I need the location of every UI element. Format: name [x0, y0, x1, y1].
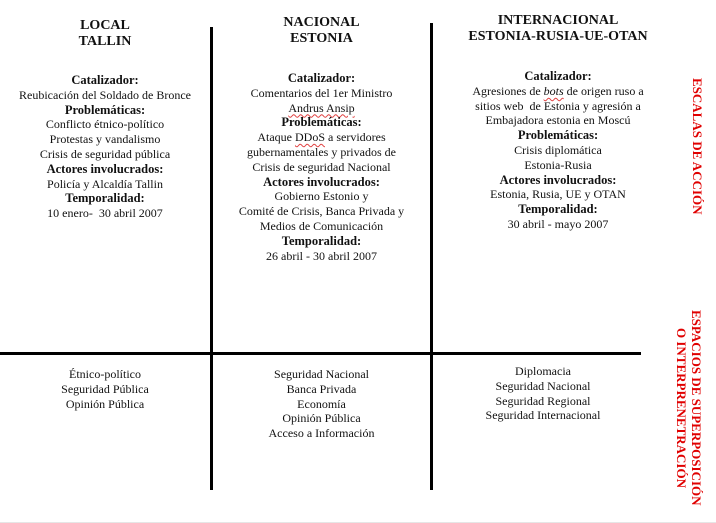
problematica-item: gubernamentales y privados de [247, 144, 396, 159]
espacios-nacional [213, 367, 430, 441]
ddos-term: DDoS [294, 130, 325, 145]
espacio-item: Acceso a Información [268, 426, 375, 441]
temporalidad-label: Temporalidad: [281, 233, 362, 248]
espacio-item: Diplomacia [515, 364, 571, 378]
temporalidad-text: 10 enero- 30 abril 2007 [47, 206, 163, 221]
espacio-item: Seguridad Nacional [495, 378, 591, 393]
column-heading [433, 13, 683, 45]
column-local [0, 18, 210, 221]
catalizador-name: Andrus Ansip [288, 100, 355, 115]
espacio-item: Étnico-político [69, 367, 141, 381]
problematica-item: Crisis de seguridad Nacional [252, 159, 391, 174]
actores-label: Actores involucrados: [263, 174, 380, 189]
column-heading [213, 15, 430, 47]
problematica-prefix: Ataque [257, 130, 295, 145]
catalizador-text [213, 101, 430, 116]
side-label-espacios-line1: ESPACIOS DE SUPERPOSICIÓN [689, 309, 704, 506]
espacio-item: Seguridad Nacional [274, 367, 369, 381]
actores-item: Gobierno Estonio y [274, 189, 369, 204]
catalizador-text [433, 84, 683, 99]
catalizador-prefix: Agresiones de [472, 83, 544, 98]
problematica-item: Protestas y vandalismo [49, 132, 161, 147]
problematica-item [213, 130, 430, 145]
heading-line: ESTONIA [290, 31, 353, 46]
problematicas-label: Problemáticas: [64, 102, 146, 117]
espacios-local [0, 367, 210, 411]
problematicas-label: Problemáticas: [517, 128, 599, 143]
actores-item: Comité de Crisis, Banca Privada y [238, 204, 405, 219]
temporalidad-label: Temporalidad: [518, 202, 598, 217]
espacios-internacional [433, 364, 653, 423]
temporalidad-label: Temporalidad: [65, 191, 145, 206]
column-heading [0, 18, 210, 50]
catalizador-label: Catalizador: [287, 71, 356, 85]
actores-label: Actores involucrados: [499, 172, 617, 187]
problematicas-label: Problemáticas: [281, 115, 362, 130]
heading-line: ESTONIA-RUSIA-UE-OTAN [468, 29, 648, 44]
catalizador-text: Reubicación del Soldado de Bronce [19, 87, 191, 102]
catalizador-suffix: de origen ruso a [563, 83, 644, 98]
catalizador-label: Catalizador: [71, 73, 139, 87]
heading-line: LOCAL [80, 18, 130, 33]
espacio-item: Banca Privada [286, 381, 357, 396]
problematica-item: Crisis diplomática [514, 142, 602, 157]
espacio-item: Economía [297, 396, 346, 411]
actores-label: Actores involucrados: [46, 161, 164, 176]
espacio-item: Opinión Pública [65, 396, 145, 411]
problematica-suffix: a servidores [325, 130, 386, 145]
temporalidad-text: 30 abril - mayo 2007 [507, 216, 609, 231]
heading-line: INTERNACIONAL [497, 13, 619, 28]
column-nacional [213, 15, 430, 263]
side-label-escalas: ESCALAS DE ACCIÓN [690, 78, 705, 215]
bots-term: bots [543, 83, 564, 98]
side-label-espacios-line2: O INTERPRENETRACIÓN [674, 327, 689, 488]
espacio-item: Seguridad Pública [61, 381, 149, 396]
actores-item: Estonia, Rusia, UE y OTAN [490, 187, 626, 202]
actores-item: Medios de Comunicación [259, 218, 384, 233]
catalizador-text: Comentarios del 1er Ministro [250, 85, 393, 100]
problematica-item: Crisis de seguridad pública [39, 146, 171, 161]
catalizador-label: Catalizador: [524, 69, 592, 83]
espacio-item: Seguridad Regional [495, 393, 591, 408]
column-internacional [433, 13, 683, 232]
heading-line: TALLIN [78, 34, 132, 49]
problematica-item: Conflicto étnico-político [45, 117, 165, 132]
temporalidad-text: 26 abril - 30 abril 2007 [266, 248, 377, 263]
catalizador-text: Embajadora estonia en Moscú [485, 113, 631, 128]
heading-line: NACIONAL [283, 15, 360, 30]
problematica-item: Estonia-Rusia [524, 157, 592, 172]
espacio-item: Opinión Pública [282, 411, 361, 426]
actores-item: Policía y Alcaldía Tallin [47, 176, 163, 191]
divider-horizontal [0, 352, 641, 355]
espacio-item: Seguridad Internacional [485, 408, 601, 423]
catalizador-text: sitios web de Estonia y agresión a [475, 98, 641, 113]
side-label-espacios [674, 300, 704, 515]
